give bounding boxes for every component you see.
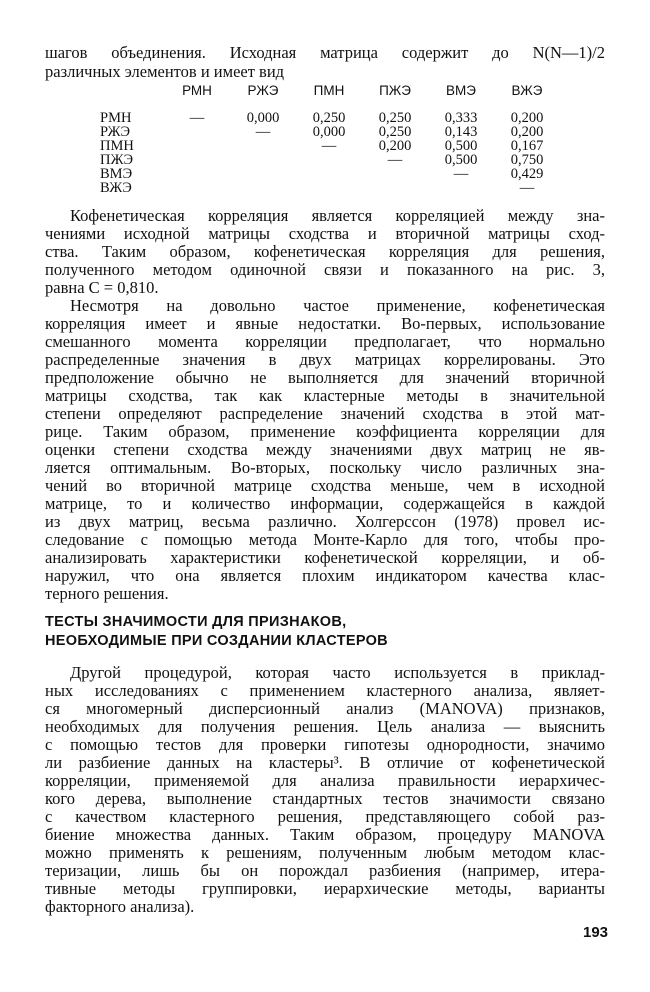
- matrix-cell: 0,500: [444, 152, 478, 168]
- matrix-col-header: ПЖЭ: [379, 83, 411, 98]
- paragraph-2-line: матрицы сходства, так как кластерные методы в значительной: [45, 386, 605, 405]
- paragraph-3-line: ся многомерный дисперсионный анализ (MANOVA) признаков,: [45, 699, 605, 718]
- matrix-cell: [164, 181, 230, 195]
- paragraph-2-line: распределенные значения в двух матрицах коррелированы. Это: [45, 350, 605, 369]
- matrix-cell: 0,167: [510, 138, 544, 154]
- matrix-row-label: ПЖЭ: [100, 152, 134, 168]
- paragraph-2-line: из двух матриц, весьма различно. Холгерссон (1978) провел ис-: [45, 512, 605, 531]
- paragraph-3-line: Другой процедурой, которая часто используется в приклад-: [70, 663, 605, 682]
- matrix-cell: 0,143: [444, 124, 478, 140]
- matrix-cell: —: [387, 152, 403, 168]
- paragraph-2-line: Несмотря на довольно частое применение, кофенетическая: [70, 296, 605, 315]
- matrix-cell: [164, 153, 230, 167]
- paragraph-1-line: равна C = 0,810.: [45, 278, 159, 297]
- paragraph-1-line: Кофенетическая корреляция является корреляцией между зна-: [70, 206, 605, 225]
- matrix-cell: —: [189, 110, 205, 126]
- matrix-cell: 0,500: [444, 138, 478, 154]
- matrix-cell: 0,333: [444, 110, 478, 126]
- paragraph-3-line: необходимых для получения решения. Цель анализа — выяснить: [45, 717, 605, 736]
- section-heading-line-1: ТЕСТЫ ЗНАЧИМОСТИ ДЛЯ ПРИЗНАКОВ,: [45, 614, 347, 630]
- matrix-cell: —: [519, 180, 535, 196]
- matrix-col-header: ПМН: [313, 83, 345, 98]
- intro-line-1: шагов объединения. Исходная матрица содержит до N(N—1)/2: [45, 43, 605, 62]
- matrix-row: [100, 181, 560, 195]
- matrix-col-header: РЖЭ: [247, 83, 279, 98]
- matrix-cell: 0,000: [246, 110, 280, 126]
- paragraph-2-line: корреляция имеет и явные недостатки. Во-первых, использование: [45, 314, 605, 333]
- matrix-cell: [164, 139, 230, 153]
- matrix-cell: —: [321, 138, 337, 154]
- matrix-cell: [362, 181, 428, 195]
- matrix-cell: [230, 167, 296, 181]
- matrix-cell: [296, 167, 362, 181]
- paragraph-3-line: ли разбиение данных на кластеры³. В отличие от кофенетической: [45, 753, 605, 772]
- similarity-matrix: [100, 84, 560, 195]
- paragraph-2-line: чений во вторичной матрице сходства меньше, чем в исходной: [45, 476, 605, 495]
- matrix-cell: 0,750: [510, 152, 544, 168]
- paragraph-3-line: с качеством кластерного решения, представляющего собой раз-: [45, 807, 605, 826]
- matrix-cell: [428, 181, 494, 195]
- paragraph-2-line: смешанного момента корреляции предполагает, что нормально: [45, 332, 605, 351]
- matrix-cell: [164, 167, 230, 181]
- matrix-row: [100, 167, 560, 181]
- page-number: 193: [583, 924, 609, 941]
- matrix-cell: [230, 181, 296, 195]
- matrix-row: [100, 153, 560, 167]
- matrix-cell: 0,200: [510, 110, 544, 126]
- paragraph-2-line: оценки степени сходства между значениями двух матриц не яв-: [45, 440, 605, 459]
- matrix-row: [100, 139, 560, 153]
- paragraph-3-line: факторного анализа).: [45, 897, 195, 916]
- paragraph-3-line: кого дерева, выполнение стандартных тестов значимости связано: [45, 789, 605, 808]
- paragraph-2-line: наружил, что она является плохим индикатором качества клас-: [45, 566, 605, 585]
- paragraph-2-line: степени определяют распределение значений сходства в этой мат-: [45, 404, 605, 423]
- paragraph-1-line: ства. Таким образом, кофенетическая корреляция для решения,: [45, 242, 605, 261]
- paragraph-3-line: можно применять к решениям, полученным любым методом клас-: [45, 843, 605, 862]
- paragraph-3-line: корреляции, применяемой для анализа правильности иерархичес-: [45, 771, 605, 790]
- matrix-col-header: ВЖЭ: [511, 83, 543, 98]
- matrix-cell: 0,200: [378, 138, 412, 154]
- paragraph-3-line: теризации, лишь бы он порождал разбиения (например, итера-: [45, 861, 605, 880]
- matrix-cell: —: [453, 166, 469, 182]
- section-heading-line-2: НЕОБХОДИМЫЕ ПРИ СОЗДАНИИ КЛАСТЕРОВ: [45, 633, 388, 649]
- matrix-cell: [164, 125, 230, 139]
- matrix-cell: [230, 153, 296, 167]
- matrix-corner: [100, 84, 164, 111]
- matrix-col-header: ВМЭ: [446, 83, 476, 98]
- matrix-cell: [362, 167, 428, 181]
- intro-line-2: различных элементов и имеет вид: [45, 62, 285, 81]
- paragraph-3-line: биение множества данных. Таким образом, процедуру MANOVA: [45, 825, 605, 844]
- matrix-cell: 0,000: [312, 124, 346, 140]
- matrix-cell: [296, 153, 362, 167]
- paragraph-1-line: полученного методом одиночной связи и показанного на рис. 3,: [45, 260, 605, 279]
- paragraph-2-line: ляется оптимальным. Во-вторых, поскольку число различных зна-: [45, 458, 605, 477]
- paragraph-3-line: с помощью тестов для проверки гипотезы однородности, значимо: [45, 735, 605, 754]
- matrix-cell: [296, 181, 362, 195]
- matrix-row: [100, 125, 560, 139]
- matrix-cell: 0,429: [510, 166, 544, 182]
- paragraph-2-line: матрице, то и количество информации, содержащейся в каждой: [45, 494, 605, 513]
- paragraph-2-line: следование с помощью метода Монте-Карло для того, чтобы про-: [45, 530, 605, 549]
- paragraph-3-line: тивные методы группировки, иерархические методы, варианты: [45, 879, 605, 898]
- matrix-cell: 0,200: [510, 124, 544, 140]
- matrix-header-row: [100, 84, 560, 111]
- paragraph-2-line: терного решения.: [45, 584, 169, 603]
- matrix-row-label: ПМН: [100, 138, 134, 154]
- matrix-cell: 0,250: [312, 110, 346, 126]
- matrix-cell: 0,250: [378, 124, 412, 140]
- matrix-cell: —: [255, 124, 271, 140]
- paragraph-2-line: предположение обычно не выполняется для значений вторичной: [45, 368, 605, 387]
- paragraph-2-line: рице. Таким образом, применение коэффициента корреляции для: [45, 422, 605, 441]
- matrix-row-label: ВМЭ: [100, 166, 133, 182]
- paragraph-3-line: ных исследованиях с применением кластерного анализа, являет-: [45, 681, 605, 700]
- matrix-row: [100, 111, 560, 125]
- matrix-cell: [230, 139, 296, 153]
- matrix-row-label: РЖЭ: [100, 124, 131, 140]
- matrix-row-label: РМН: [100, 110, 132, 126]
- paragraph-1-line: чениями исходной матрицы сходства и вторичной матрицы сход-: [45, 224, 605, 243]
- matrix-row-label: ВЖЭ: [100, 180, 132, 196]
- paragraph-2-line: анализировать характеристики кофенетической корреляции, и об-: [45, 548, 605, 567]
- matrix-col-header: РМН: [182, 83, 212, 98]
- matrix-cell: 0,250: [378, 110, 412, 126]
